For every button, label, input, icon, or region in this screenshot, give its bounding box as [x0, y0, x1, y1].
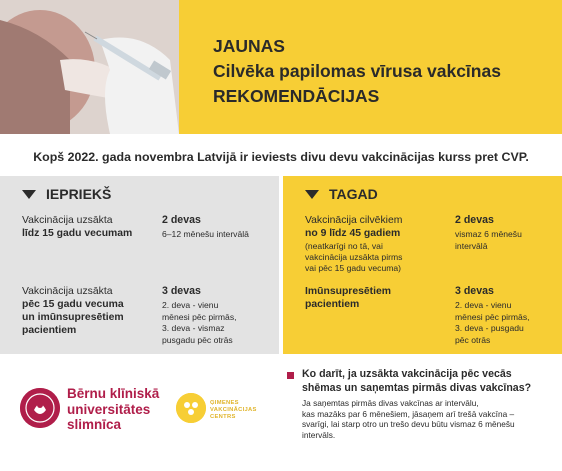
- now-row2-label: [305, 285, 445, 311]
- now-row1-detail-1: vismaz 6 mēnešu: [455, 229, 522, 239]
- now-row1-detail-2: intervālā: [455, 240, 488, 251]
- now-row1-note-2: vakcinācija uzsākta pirms: [305, 252, 403, 262]
- before-row1-dose-detail: 6–12 mēnešu intervālā: [162, 229, 249, 239]
- now-row2-detail-2: mēnesi pēc pirmās,: [455, 311, 530, 322]
- title-line-2: Cilvēka papilomas vīrusa vakcīnas: [213, 61, 501, 81]
- vaccination-photo: [0, 0, 179, 134]
- triangle-down-icon: [22, 190, 36, 199]
- triangle-down-icon: [305, 190, 319, 199]
- before-row2-label-b: pēc 15 gadu vecuma: [22, 299, 124, 310]
- intro-text: Kopš 2022. gada novembra Latvijā ir ieviests divu devu vakcinācijas kurss pret CVP.: [33, 150, 529, 164]
- faq-answer-line-1: Ja saņemtas pirmās divas vakcīnas ar intervālu,: [302, 398, 479, 408]
- now-row1-note-3: vai pēc 15 gadu vecuma): [305, 263, 402, 273]
- before-row2-detail-3: 3. deva - vismaz: [162, 323, 225, 333]
- before-row1-dose: [162, 214, 272, 241]
- now-row1-dose-title: 2 devas: [455, 214, 494, 226]
- gvc-name-line-3: CENTRS: [210, 414, 236, 420]
- now-heading: [305, 186, 378, 202]
- bkus-logo: [20, 388, 60, 428]
- now-row1-label: [305, 214, 445, 274]
- now-row1-label-b: no 9 līdz 45 gadiem: [305, 228, 401, 239]
- faq-question-line-2: shēmas un saņemtas pirmās divas vakcīnas?: [302, 382, 532, 394]
- now-row2-detail-1: 2. deva - vienu: [455, 300, 512, 310]
- now-row2-dose-title: 3 devas: [455, 285, 494, 297]
- faq-answer-line-4: intervāls.: [302, 429, 336, 440]
- bkus-name-line-3: slimnīca: [67, 417, 122, 432]
- faq-answer: [302, 398, 557, 440]
- now-row1-dose: [455, 214, 555, 252]
- before-row1-label-b: līdz 15 gadu vecumam: [22, 228, 133, 239]
- bkus-name: [67, 386, 159, 433]
- gvc-name-line-2: VAKCINĀCIJAS: [210, 407, 257, 413]
- bullet-square-icon: [287, 372, 294, 379]
- now-row1-note-1: (neatkarīgi no tā, vai: [305, 241, 383, 251]
- before-row2-dose-title: 3 devas: [162, 285, 201, 297]
- now-row2-label-a: Imūnsupresētiem: [305, 286, 392, 297]
- bkus-emblem-icon: [20, 388, 60, 428]
- before-row2-label-d: pacientiem: [22, 325, 77, 336]
- now-row2-detail-4: pēc otrās: [455, 334, 491, 345]
- now-heading-label: TAGAD: [329, 186, 378, 202]
- vaccination-illustration: [0, 0, 179, 134]
- now-row2-detail-3: 3. deva - pusgadu: [455, 323, 524, 333]
- before-heading: [22, 186, 111, 202]
- page-title: [213, 34, 553, 109]
- faq-answer-line-3: svarīgi, lai starp otro un trešo devu būtu vismaz 6 mēnešu: [302, 419, 515, 430]
- gvc-emblem-icon: [176, 393, 206, 423]
- gvc-name: [210, 400, 257, 421]
- before-row2-label-a: Vakcinācija uzsākta: [22, 286, 113, 297]
- before-row1-dose-title: 2 devas: [162, 214, 201, 226]
- before-row2-detail-1: 2. deva - vienu: [162, 300, 219, 310]
- before-row2-label-c: un imūnsupresētiem: [22, 312, 124, 323]
- title-line-1: JAUNAS: [213, 36, 285, 56]
- before-row2-detail-2: mēnesi pēc pirmās,: [162, 311, 237, 322]
- before-row2-label: [22, 285, 152, 337]
- before-row2-dose: [162, 285, 272, 346]
- title-line-3: REKOMENDĀCIJAS: [213, 86, 380, 106]
- faq-question: [302, 367, 552, 395]
- gvc-name-line-1: ĢIMENES: [210, 400, 239, 406]
- before-row2-detail-4: pusgadu pēc otrās: [162, 334, 233, 345]
- faq-question-line-1: Ko darīt, ja uzsākta vakcinācija pēc vecās: [302, 368, 512, 380]
- faq-answer-line-2: kas mazāks par 6 mēnešiem, jāsaņem arī trešā vakcīna –: [302, 408, 515, 419]
- bkus-name-line-1: Bērnu klīniskā: [67, 386, 160, 401]
- bkus-name-line-2: universitātes: [67, 401, 151, 417]
- before-heading-label: IEPRIEKŠ: [46, 186, 112, 202]
- now-row2-dose: [455, 285, 555, 346]
- gvc-logo: [176, 393, 206, 423]
- now-row2-label-b: pacientiem: [305, 299, 360, 310]
- before-row1-label-a: Vakcinācija uzsākta: [22, 215, 113, 226]
- before-row1-label: [22, 214, 152, 240]
- now-row1-label-a: Vakcinācija cilvēkiem: [305, 215, 403, 226]
